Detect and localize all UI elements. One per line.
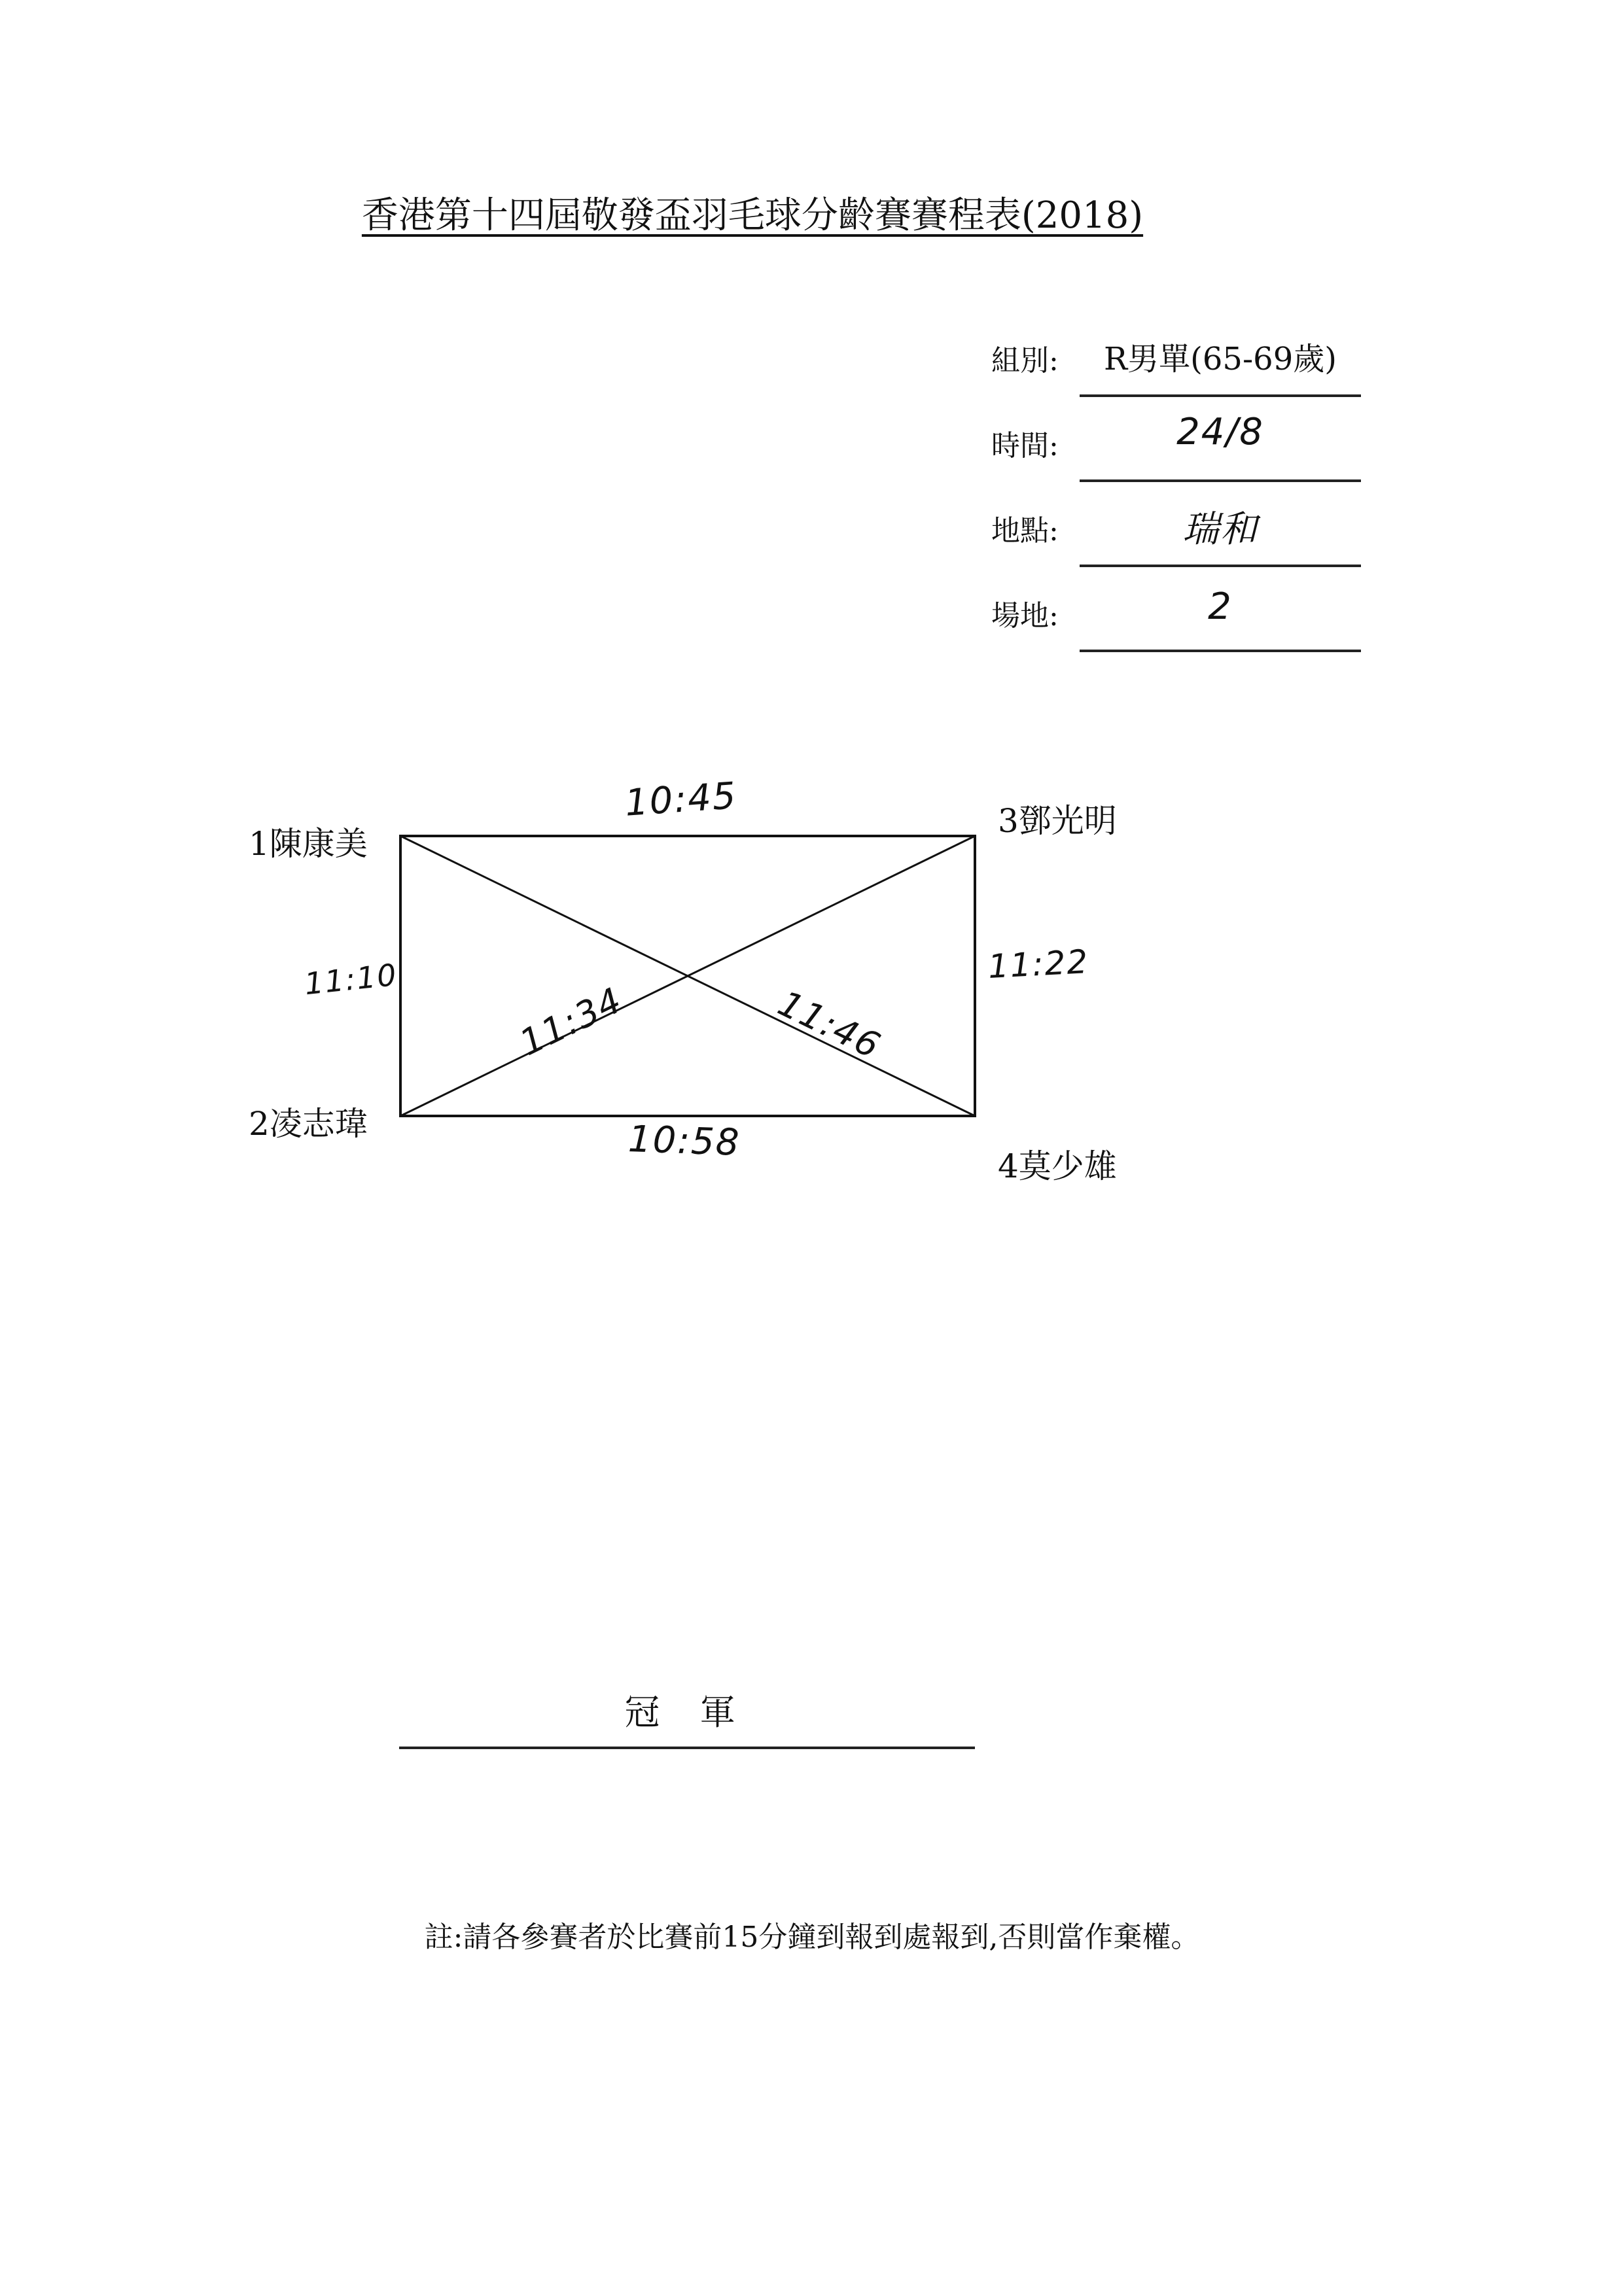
player-3: 3鄧光明 <box>998 802 1117 840</box>
champion-line <box>399 1747 975 1749</box>
match-time-top: 10:45 <box>623 774 739 825</box>
match-time-diagonal-down: 11:46 <box>771 982 888 1068</box>
court-label: 場地: <box>991 599 1059 633</box>
footnote: 註:請各參賽者於比賽前15分鐘到報到處報到,否則當作棄權。 <box>424 1921 1200 1954</box>
match-time-left: 11:10 <box>302 956 400 1002</box>
match-time-diagonal-up: 11:34 <box>513 979 629 1064</box>
time-label: 時間: <box>991 429 1059 462</box>
match-time-bottom: 10:58 <box>627 1118 741 1164</box>
venue-label: 地點: <box>991 514 1059 548</box>
group-label: 組別: <box>991 344 1059 377</box>
player-2: 2凌志瑋 <box>249 1105 368 1143</box>
group-value: R男單(65-69歲) <box>1104 341 1337 377</box>
page-title: 香港第十四屆敬發盃羽毛球分齡賽賽程表(2018) <box>361 194 1144 237</box>
player-1: 1陳康美 <box>249 825 368 863</box>
venue-value: 瑞和 <box>1182 508 1258 551</box>
time-value: 24/8 <box>1176 411 1264 453</box>
match-time-right: 11:22 <box>987 943 1090 986</box>
court-value: 2 <box>1208 585 1233 628</box>
player-4: 4莫少雄 <box>998 1147 1117 1185</box>
champion-label: 冠 軍 <box>624 1692 750 1733</box>
